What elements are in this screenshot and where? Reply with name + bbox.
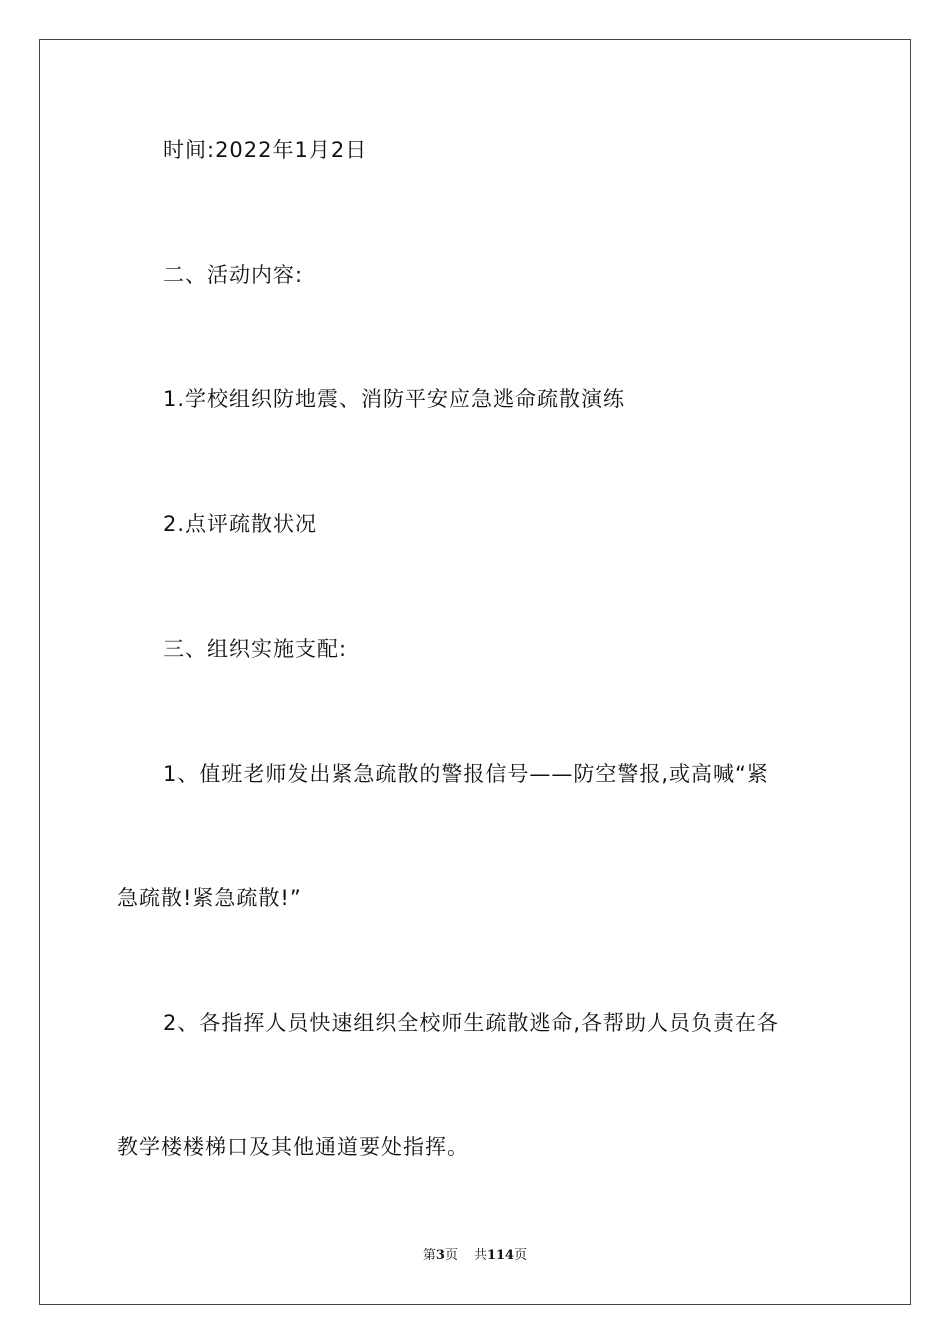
- footer-page-prefix: 第: [422, 1248, 436, 1263]
- footer-page-number: 3: [435, 1248, 445, 1263]
- time-line: 时间:2022年1月2日: [163, 138, 368, 162]
- section-heading-activity-content: 二、活动内容:: [163, 263, 304, 287]
- paragraph-2-line-1: 2、各指挥人员快速组织全校师生疏散逃命,各帮助人员负责在各: [163, 1011, 780, 1035]
- page-footer: [0, 1248, 950, 1264]
- paragraph-1-line-1: 1、值班老师发出紧急疏散的警报信号——防空警报,或高喊“紧: [163, 762, 769, 786]
- activity-item-2: 2.点评疏散状况: [163, 512, 318, 536]
- section-heading-implementation: 三、组织实施支配:: [163, 637, 348, 661]
- paragraph-1-line-2: 急疏散!紧急疏散!”: [117, 886, 302, 910]
- footer-page-suffix: 页: [444, 1248, 458, 1263]
- footer-total-pages: 114: [486, 1248, 515, 1263]
- page-border: [39, 39, 911, 1305]
- footer-total-prefix: 共: [473, 1248, 487, 1263]
- footer-total-suffix: 页: [514, 1248, 528, 1263]
- paragraph-2-line-2: 教学楼楼梯口及其他通道要处指挥。: [117, 1135, 469, 1159]
- activity-item-1: 1.学校组织防地震、消防平安应急逃命疏散演练: [163, 387, 626, 411]
